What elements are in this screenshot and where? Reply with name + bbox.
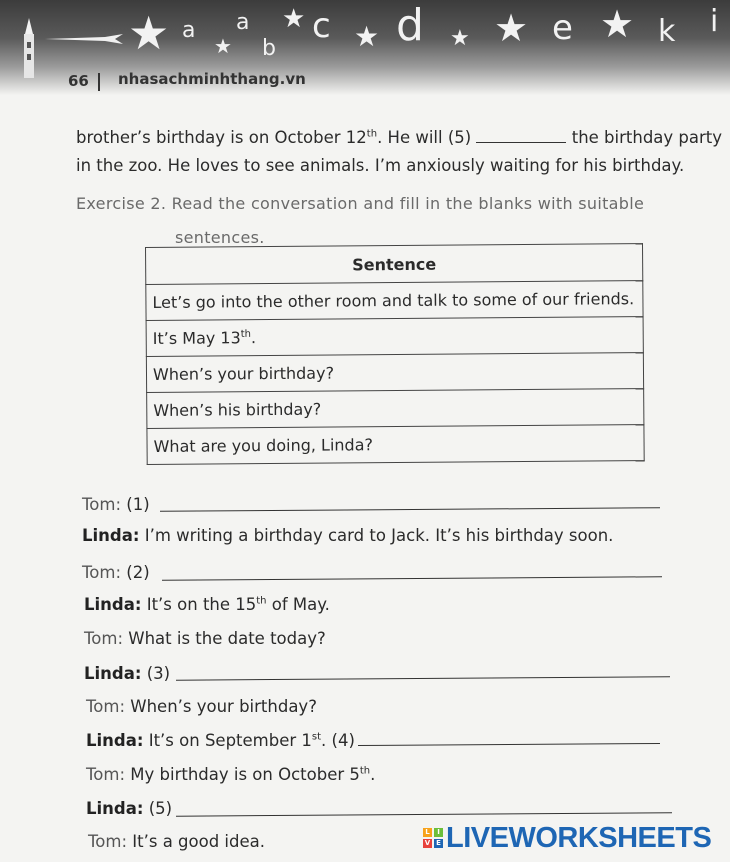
answer-blank-1[interactable]: [160, 507, 660, 511]
dialogue-text: (2): [126, 563, 150, 582]
speaker: Tom:: [84, 629, 124, 648]
table-row: When’s your birthday?: [146, 353, 643, 393]
speaker: Linda:: [84, 664, 142, 683]
dialogue-line: [82, 563, 150, 582]
intro-line-1: [76, 128, 722, 147]
sentence-table: [145, 243, 645, 465]
exercise-heading: [76, 194, 644, 213]
exercise-instruction-cont: sentences.: [175, 228, 265, 247]
speaker: Linda:: [86, 731, 144, 750]
dialogue-line: [88, 832, 265, 851]
speaker: Tom:: [82, 563, 122, 582]
speaker: Tom:: [86, 765, 126, 784]
dialogue-text: It’s on the 15: [146, 595, 257, 614]
star-icon: ★: [600, 2, 635, 46]
dialogue-text: . (4): [321, 731, 355, 750]
dialogue-text: of May.: [266, 595, 330, 614]
live-badge-icon: L I V E: [423, 828, 443, 848]
dialogue-line: [84, 629, 326, 648]
dialogue-text: What is the date today?: [128, 629, 326, 648]
star-icon: ★: [128, 6, 170, 60]
speaker: Linda:: [86, 799, 144, 818]
plane-icon: [45, 32, 125, 46]
speaker: Linda:: [84, 595, 142, 614]
dialogue-text: (1): [126, 495, 150, 514]
dialogue-line: [86, 765, 375, 784]
dialogue-line: [82, 495, 150, 514]
speaker: Tom:: [88, 832, 128, 851]
speaker: Tom:: [86, 697, 126, 716]
dialogue-line: [86, 799, 172, 818]
star-icon: ★: [354, 20, 380, 53]
page-number: 66: [68, 72, 89, 90]
table-header: Sentence: [146, 244, 643, 285]
table-row: What are you doing, Linda?: [147, 425, 644, 465]
dialogue-line: [84, 664, 170, 683]
dialogue-text: I’m writing a birthday card to Jack. It’s his birthday soon.: [144, 526, 614, 545]
exercise-instruction: Read the conversation and fill in the blanks with suitable: [171, 194, 645, 213]
tower-icon: [18, 18, 40, 78]
ordinal-suffix: th: [359, 765, 371, 777]
dialogue-line: [84, 595, 330, 614]
banner-letter: c: [312, 6, 331, 46]
answer-blank-3[interactable]: [176, 676, 670, 680]
dialogue-line: [82, 526, 613, 545]
dialogue-text: When’s your birthday?: [130, 697, 317, 716]
liveworksheets-logo: [423, 822, 711, 854]
banner-letter: a: [236, 10, 250, 35]
star-icon: ★: [282, 4, 306, 34]
banner-letter: d: [396, 0, 424, 51]
dialogue-line: [86, 697, 317, 716]
banner-letter: e: [552, 8, 573, 48]
star-icon: ★: [450, 26, 470, 51]
dialogue-line: [86, 731, 355, 750]
banner-letter: b: [262, 36, 276, 61]
dialogue-text: It’s on September 1: [148, 731, 312, 750]
intro-text: brother’s birthday is on October 12: [76, 128, 367, 147]
dialogue-text: It’s a good idea.: [132, 832, 265, 851]
banner-letter: i: [710, 4, 719, 39]
answer-blank-5[interactable]: [476, 130, 566, 143]
table-row: When’s his birthday?: [147, 389, 644, 429]
answer-blank-5b[interactable]: [176, 812, 672, 816]
intro-text: . He will (5): [377, 128, 472, 147]
dialogue-text: .: [370, 765, 376, 784]
speaker: Linda:: [82, 526, 140, 545]
ordinal-suffix: th: [256, 595, 267, 607]
dialogue-text: My birthday is on October 5: [130, 765, 360, 784]
answer-blank-4[interactable]: [358, 743, 660, 746]
dialogue-text: (3): [146, 664, 171, 683]
header-banner: [0, 0, 730, 95]
speaker: Tom:: [82, 495, 122, 514]
intro-line-2: in the zoo. He loves to see animals. I’m anxiously waiting for his birthday.: [76, 156, 685, 175]
ordinal-suffix: st: [311, 731, 322, 743]
table-row: It’s May 13th.: [146, 317, 643, 357]
exercise-label: Exercise 2.: [76, 194, 167, 213]
watermark-text: LIVEWORKSHEETS: [446, 821, 712, 854]
ordinal-suffix: th: [366, 128, 378, 140]
divider: [98, 73, 100, 91]
banner-letter: k: [658, 14, 676, 49]
star-icon: ★: [494, 6, 529, 50]
dialogue-text: (5): [148, 799, 173, 818]
site-name: nhasachminhthang.vn: [118, 70, 306, 88]
intro-text: the birthday party: [571, 128, 723, 147]
banner-letter: a: [182, 18, 196, 43]
table-row: Let’s go into the other room and talk to some of our friends.: [146, 281, 643, 321]
star-icon: ★: [214, 34, 232, 58]
answer-blank-2[interactable]: [162, 576, 662, 580]
